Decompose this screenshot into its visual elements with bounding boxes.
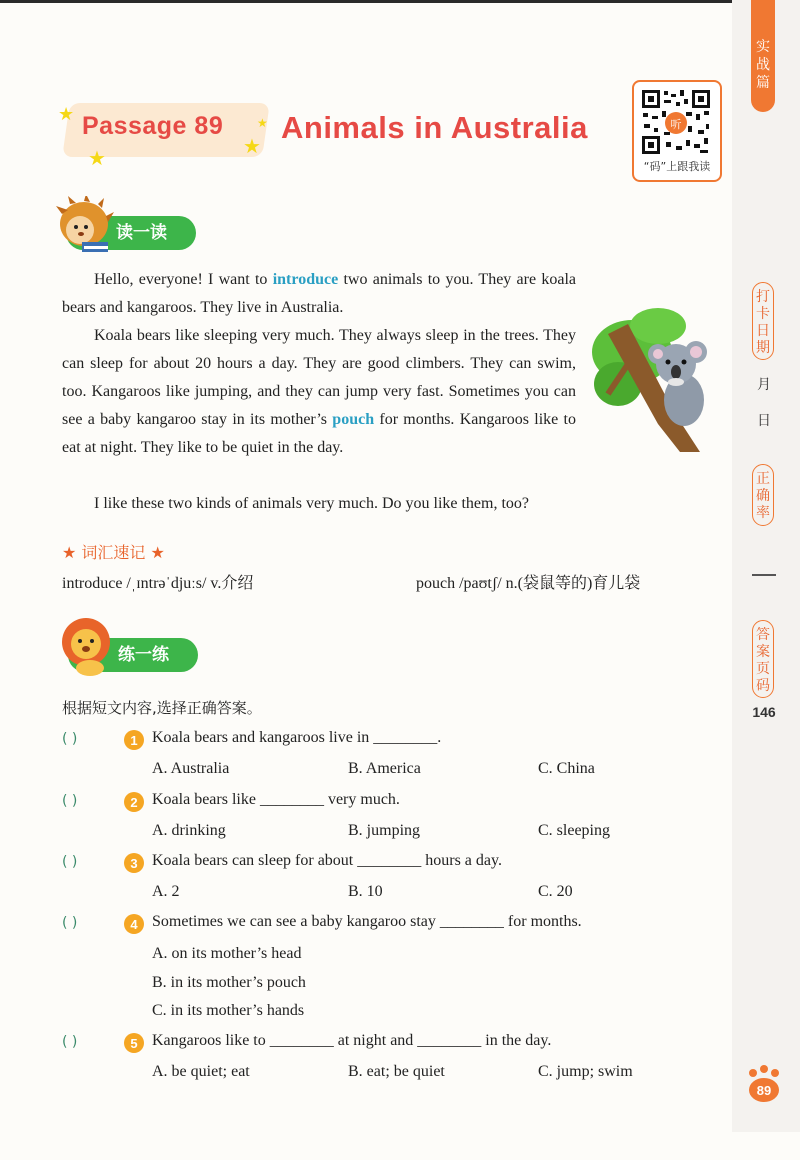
day-label: 日 <box>757 413 771 429</box>
answer-option: B. in its mother’s pouch <box>152 974 306 991</box>
question-number-badge <box>122 730 146 750</box>
answer-option: A. be quiet; eat <box>152 1063 250 1080</box>
question-number-badge <box>122 914 146 934</box>
paragraph-3: I like these two kinds of animals very much. Do you like them, too? <box>94 495 530 512</box>
keyword-pouch: pouch <box>332 411 375 428</box>
instruction: 根据短文内容,选择正确答案。 <box>62 699 262 717</box>
koala-in-tree-illustration <box>588 304 722 454</box>
answer-option: A. on its mother’s head <box>152 945 302 962</box>
answer-option: C. sleeping <box>538 822 610 839</box>
question-text: Kangaroos like to ________ at night and ________ in the day. <box>152 1032 552 1049</box>
right-sidebar <box>732 0 800 1132</box>
svg-text:1: 1 <box>130 733 138 748</box>
answer-blank[interactable]: ( ) <box>62 731 78 747</box>
answer-option: A. 2 <box>152 883 180 900</box>
qr-listen-badge: 听 <box>670 118 682 131</box>
answer-option: C. jump; swim <box>538 1063 633 1080</box>
question-text: Sometimes we can see a baby kangaroo stay ________ for months. <box>152 913 582 930</box>
paragraph-2: Koala bears like sleeping very much. They always sleep in the trees. They can sleep for about 20 hours a day. They are good climbers. They can swim, too. Kangaroos like jumping, and they can jump very fast. Sometimes you can see a baby kangaroo stay in its mother’s pouch for months. Kangaroos like to eat at night. They like to be quiet in the day. <box>62 327 576 456</box>
checkin-date-label: 打卡日期 <box>752 282 774 360</box>
page-number: 89 <box>756 1083 772 1098</box>
svg-text:2: 2 <box>130 795 138 810</box>
vocab-introduce: introduce /ˌɪntrəˈdjuːs/ v.介绍 <box>62 575 254 592</box>
lion-mascot-icon <box>60 616 114 678</box>
accuracy-blank <box>752 574 776 576</box>
section-tab <box>751 0 775 112</box>
question-number-badge <box>122 853 146 873</box>
question-text: Koala bears like ________ very much. <box>152 791 400 808</box>
answer-option: A. drinking <box>152 822 226 839</box>
question-text: Koala bears and kangaroos live in ________. <box>152 729 442 746</box>
answer-option: B. jumping <box>348 822 421 839</box>
section-tab-label: 实战篇 <box>756 39 770 91</box>
star-icon: ★ <box>257 116 268 130</box>
passage-label: Passage 89 <box>82 112 224 140</box>
question-number-badge <box>122 1033 146 1053</box>
read-section-label: 读一读 <box>116 223 167 243</box>
svg-text:3: 3 <box>130 856 138 871</box>
keyword-introduce: introduce <box>272 271 339 288</box>
practice-section-label: 练一练 <box>118 645 169 665</box>
star-icon: ★ <box>58 104 75 125</box>
answer-option: A. Australia <box>152 760 230 777</box>
paw-icon <box>744 1064 784 1104</box>
question-number-badge <box>122 792 146 812</box>
answer-option: B. eat; be quiet <box>348 1063 445 1080</box>
answer-option: C. in its mother’s hands <box>152 1002 305 1019</box>
month-label: 月 <box>757 377 771 393</box>
page-number-paw <box>744 1064 784 1104</box>
answer-blank[interactable]: ( ) <box>62 1034 78 1050</box>
answer-page-number: 146 <box>752 704 776 720</box>
paragraph-1: Hello, everyone! I want to introduce two animals to you. They are koala bears and kangaroos. They live in Australia. <box>62 271 576 316</box>
answer-page-label: 答案页码 <box>752 620 774 698</box>
svg-text:4: 4 <box>130 917 138 932</box>
star-icon: ★ <box>243 134 261 158</box>
hedgehog-mascot-icon <box>56 196 114 258</box>
vocab-pouch: pouch /paʊtʃ/ n.(袋鼠等的)育儿袋 <box>416 575 641 592</box>
accuracy-label: 正确率 <box>752 464 774 526</box>
answer-blank[interactable]: ( ) <box>62 854 78 870</box>
answer-option: B. America <box>348 760 421 777</box>
page-title: Animals in Australia <box>281 110 588 145</box>
answer-option: C. 20 <box>538 883 573 900</box>
answer-blank[interactable]: ( ) <box>62 793 78 809</box>
question-text: Koala bears can sleep for about ________ hours a day. <box>152 852 502 869</box>
svg-text:5: 5 <box>130 1036 138 1051</box>
answer-blank[interactable]: ( ) <box>62 915 78 931</box>
star-icon: ★ <box>88 146 106 170</box>
top-border <box>0 0 800 3</box>
answer-option: B. 10 <box>348 883 383 900</box>
qr-caption: “码”上跟我读 <box>643 160 711 173</box>
answer-option: C. China <box>538 760 595 777</box>
vocabulary-title: ★ 词汇速记 ★ <box>62 543 165 562</box>
